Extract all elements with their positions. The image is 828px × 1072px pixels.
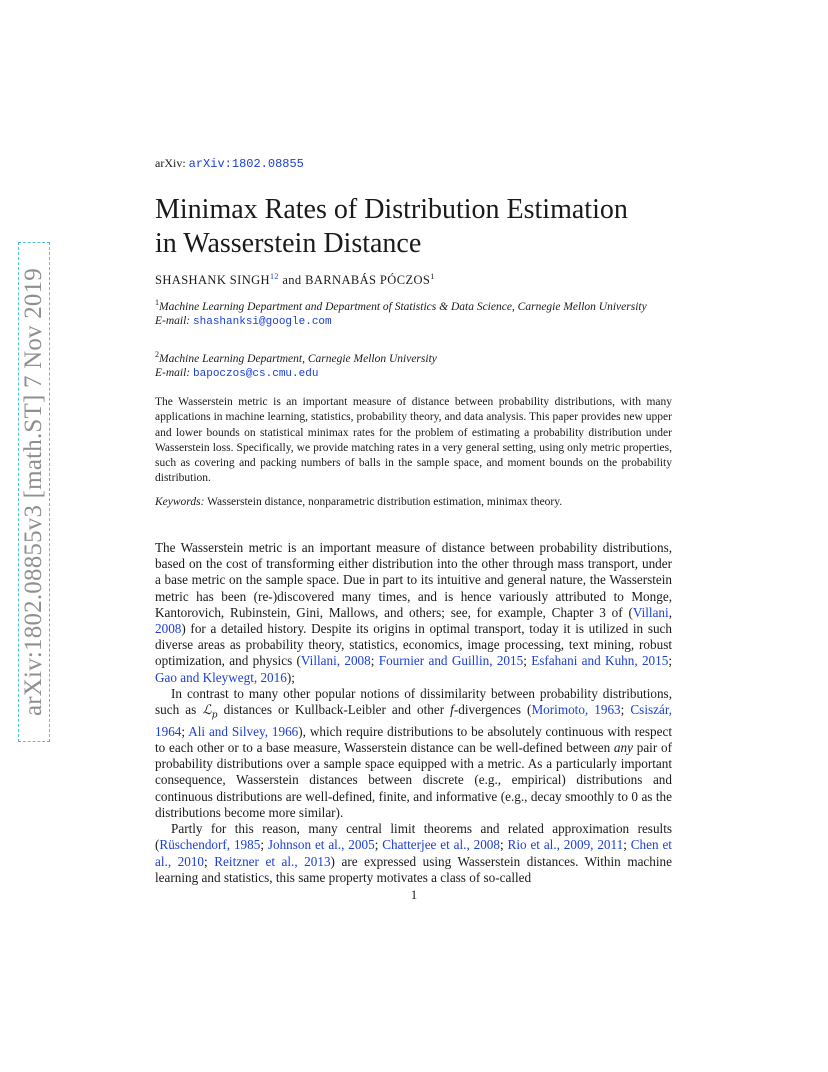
arxiv-prefix: arXiv: <box>155 156 189 170</box>
citation-villani-2008[interactable]: Villani, 2008 <box>300 653 371 669</box>
paper-title <box>155 193 755 261</box>
p3-text-6: ; <box>204 853 215 869</box>
emphasis-any: any <box>613 740 633 756</box>
paragraph-2 <box>155 686 672 821</box>
p1-text-7: ); <box>286 669 295 685</box>
keywords-label: Keywords: <box>155 496 205 508</box>
author-conjunction: and <box>278 273 306 288</box>
p2-text-1: In contrast to many other popular notions of dissimilarity between probability distributions, such as <box>155 685 672 718</box>
affiliation-2-email-link[interactable]: bapoczos@cs.cmu.edu <box>193 368 319 381</box>
p1-text-3: ) for a detailed history. Despite its origins in optimal transport, today it is utilized in such diverse areas as probability theory, statistics, economics, image processing, text mining, robust optimization, and physics ( <box>155 621 672 669</box>
author-2: BARNABÁS PÓCZOS <box>305 273 431 288</box>
p1-text-1: The Wasserstein metric is an important measure of distance between probability distributions, based on the cost of transforming either distribution into the other through mass transport, under a base metric on the sample space. Due in part to its intuitive and general nature, the Wasserstein metric has been (re-)discovered many times, and is hence variously attributed to Monge, Kantorovich, Rubinstein, Gini, Mallows, and others; see, for example, Chapter 3 of ( <box>155 540 672 620</box>
lp-symbol <box>202 703 218 721</box>
citation-2008[interactable]: 2008 <box>155 621 182 637</box>
p1-text-6: ; <box>668 653 673 669</box>
citation-johnson[interactable]: Johnson et al., 2005 <box>267 837 375 853</box>
affiliation-2 <box>155 348 672 382</box>
introduction-body <box>155 540 672 886</box>
affiliation-1-marker: 1 <box>155 298 159 307</box>
p3-text-1: Partly for this reason, many central limit theorems and related approximation results ( <box>155 821 672 853</box>
citation-chen[interactable]: Chen et al., 2010 <box>155 837 672 869</box>
p2-text-6: ), which require distributions to be absolutely continuous with respect to each other or to a base measure, Wasserstein distance can be well-defined between <box>155 723 672 756</box>
title-line-2: in Wasserstein Distance <box>155 228 422 259</box>
p3-text-5: ; <box>623 837 631 853</box>
p2-text-7: pair of probability distributions over a sample space equipped with a metric. As a particularly important consequence, Wasserstein distances between discrete (e.g., empirical) distributions and continuous distributions are well-defined, finite, and informative (e.g., decay smoothly to 0 as the distributions become more similar). <box>155 740 672 820</box>
author-2-affil-link[interactable]: 1 <box>430 272 435 281</box>
abstract: The Wasserstein metric is an important measure of distance between probability distributions, with many applications in machine learning, statistics, probability theory, and data analysis. This paper provides new upper and lower bounds on statistical minimax rates for the problem of estimating a probability distribution under Wasserstein loss. Specifically, we provide matching rates in a very general setting, using only metric properties, such as covering and packing numbers of balls in the sample space, and moment bounds on the probability distribution. <box>155 396 672 485</box>
lp-subscript: p <box>211 710 218 721</box>
p2-text-4: ; <box>620 702 631 718</box>
f-symbol: f <box>450 702 454 718</box>
p3-text-4: ; <box>500 837 508 853</box>
author-1-affil-link[interactable]: 12 <box>270 272 279 281</box>
citation-gao-kleywegt[interactable]: Gao and Kleywegt, 2016 <box>155 669 287 685</box>
title-line-1: Minimax Rates of Distribution Estimation <box>155 194 628 225</box>
page-number: 1 <box>410 888 418 902</box>
affiliation-2-text: Machine Learning Department, Carnegie Mellon University <box>159 352 437 365</box>
affiliation-1-email-link[interactable]: shashanksi@google.com <box>193 316 332 329</box>
p3-text-3: ; <box>374 837 383 853</box>
citation-ruschendorf[interactable]: Rüschendorf, 1985 <box>159 837 261 853</box>
p1-text-4: ; <box>370 653 379 669</box>
lp-glyph: ℒ <box>202 703 212 719</box>
p1-text-2: , <box>668 604 672 620</box>
arxiv-header <box>155 156 304 171</box>
affiliation-1 <box>155 296 672 330</box>
affiliation-1-text: Machine Learning Department and Department of Statistics & Data Science, Carnegie Mellon University <box>159 300 647 313</box>
citation-reitzner[interactable]: Reitzner et al., 2013 <box>214 853 331 869</box>
p1-text-5: ; <box>523 653 532 669</box>
author-1: SHASHANK SINGH <box>155 273 270 288</box>
arxiv-side-stamp <box>18 242 50 742</box>
keywords <box>155 496 672 508</box>
arxiv-stamp-text: arXiv:1802.08855v3 [math.ST] 7 Nov 2019 <box>20 267 47 717</box>
citation-morimoto[interactable]: Morimoto, 1963 <box>531 702 621 718</box>
paragraph-1 <box>155 540 672 686</box>
citation-villani[interactable]: Villani <box>632 604 669 620</box>
p3-text-2: ; <box>260 837 268 853</box>
affiliation-2-email-label: E-mail: <box>155 367 194 380</box>
citation-esfahani-kuhn[interactable]: Esfahani and Kuhn, 2015 <box>531 653 669 669</box>
p2-text-2: distances or Kullback-Leibler and other <box>217 702 451 718</box>
p2-text-3: -divergences ( <box>453 702 532 718</box>
paragraph-3 <box>155 821 672 886</box>
keywords-text: Wasserstein distance, nonparametric distribution estimation, minimax theory. <box>204 496 563 508</box>
citation-chatterjee[interactable]: Chatterjee et al., 2008 <box>382 837 500 853</box>
citation-fournier-guillin[interactable]: Fournier and Guillin, 2015 <box>378 653 524 669</box>
p3-text-7: ) are expressed using Wasserstein distances. Within machine learning and statistics, this same property motivates a class of so-called <box>155 853 672 885</box>
affiliation-1-email-label: E-mail: <box>155 315 194 328</box>
arxiv-id-link[interactable]: arXiv:1802.08855 <box>188 157 304 171</box>
author-list <box>155 272 435 288</box>
citation-ali-silvey[interactable]: Ali and Silvey, 1966 <box>188 723 299 739</box>
citation-csiszar[interactable]: Csiszár, 1964 <box>155 702 672 739</box>
citation-rio[interactable]: Rio et al., 2009, 2011 <box>507 837 624 853</box>
p2-text-5: ; <box>181 723 189 739</box>
affiliation-2-marker: 2 <box>155 350 159 359</box>
